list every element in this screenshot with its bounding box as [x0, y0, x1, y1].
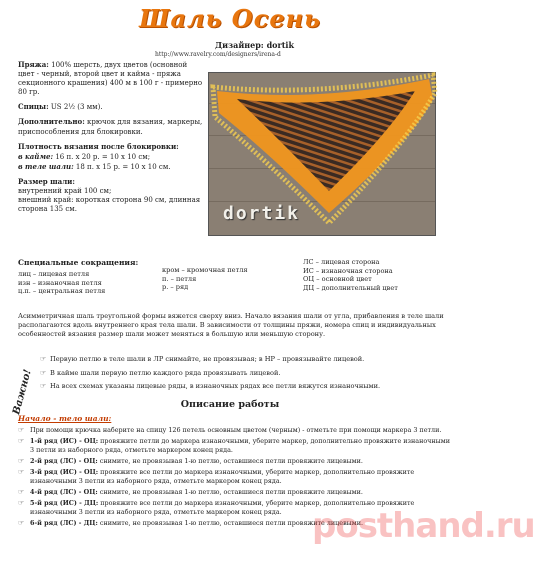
note-item — [40, 382, 450, 391]
photo-watermark: dortik — [223, 202, 301, 224]
important-label: Важно! — [11, 368, 34, 416]
step-row — [18, 426, 450, 434]
step-lead: 2-й ряд (ЛС) - ОЦ: — [30, 456, 98, 465]
important-notes — [40, 355, 450, 396]
gauge-body-text: 18 п. x 15 р. = 10 x 10 см. — [75, 162, 171, 171]
abbreviations-col-1 — [18, 270, 105, 296]
step-row — [18, 437, 450, 454]
abbr-item: п. – петля — [162, 274, 197, 283]
step-row — [18, 488, 450, 496]
step-row — [18, 457, 450, 465]
note-text: Первую петлю в теле шали в ЛР снимайте, не провязывая; в НР – провязывайте лицевой. — [50, 355, 365, 363]
site-watermark: posthand.ru — [312, 506, 535, 546]
needles-spec — [18, 102, 203, 112]
note-item — [40, 369, 450, 378]
step-lead: 5-й ряд (ИС) - ДЦ: — [30, 499, 99, 508]
section-title: Описание работы — [180, 399, 280, 410]
yarn-text: 100% шерсть, двух цветов (основной цвет - черный, второй цвет и кайма - пряжа секционного крашения) 400 м в 100 г - примерно 80 гр. — [18, 61, 203, 97]
shawl-photo — [208, 72, 436, 236]
pointing-hand-icon: ☞ — [18, 499, 25, 508]
pointing-hand-icon: ☞ — [18, 437, 25, 446]
abbr-item: ц.п. – центральная петля — [18, 287, 106, 296]
abbreviations-col-2 — [162, 266, 248, 292]
size-inner: внутренний край 100 см; — [18, 187, 112, 196]
pointing-hand-icon: ☞ — [18, 426, 25, 434]
step-text: провяжите все петли до маркера изнаночными, уберите маркер, дополнительно провяжите изнаночными 3 петли из наборного ряда, отметьте маркером конец ряда. — [30, 499, 415, 516]
extra-text: крючок для вязания, маркеры, приспособления для блокировки. — [18, 118, 203, 136]
abbreviations-col-3 — [303, 258, 398, 292]
intro-paragraph: Асимметричная шаль треугольной формы вяжется сверху вниз. Начало вязания шали от угла, прибавления в теле шали располагаются вдоль внутреннего края тела шали. В зависимости от толщины пряжи, номера спиц и индивидуальных особенностей вязания размер шали может меняться в большую или меньшую сторону. — [18, 312, 444, 338]
designer-name: dortik — [266, 40, 294, 50]
step-lead: 6-й ряд (ЛС) - ДЦ: — [30, 518, 98, 527]
designer-label: Дизайнер: — [215, 40, 264, 50]
note-item — [40, 355, 450, 364]
abbr-item: ОЦ – основной цвет — [303, 275, 372, 284]
pointing-hand-icon: ☞ — [40, 368, 47, 377]
abbr-item: ДЦ – дополнительный цвет — [303, 283, 398, 292]
step-text: снимите, не провязывая 1-ю петлю, оставшиеся петли провяжите лицевыми. — [99, 456, 363, 465]
pointing-hand-icon: ☞ — [18, 456, 25, 465]
size-label: Размер шали: — [18, 176, 75, 186]
step-text: При помощи крючка наберите на спицу 126 петель основным цветом (черным) - отметьте при помощи маркера 3 петли. — [30, 426, 442, 434]
step-lead: 4-й ряд (ЛС) - ОЦ: — [30, 487, 98, 496]
gauge-spec — [18, 142, 203, 172]
step-row — [18, 468, 450, 485]
abbr-item: кром – кромочная петля — [162, 266, 248, 274]
extra-label: Дополнительно: — [18, 117, 85, 127]
pointing-hand-icon: ☞ — [18, 518, 25, 527]
abbr-item: лиц – лицевая петля — [18, 270, 90, 278]
abbr-item: р. – ряд — [162, 283, 189, 292]
pointing-hand-icon: ☞ — [18, 468, 25, 477]
gauge-label: Плотность вязания после блокировки: — [18, 141, 179, 151]
note-text: В кайме шали первую петлю каждого ряда провязывать лицевой. — [50, 368, 281, 377]
step-text: провяжите петли до маркера изнаночными, уберите маркер, дополнительно провяжите изнаночными 3 петли из наборного ряда, отметьте маркером конец ряда. — [30, 437, 450, 454]
gauge-border-text: 16 п. x 20 р. = 10 x 10 см; — [55, 152, 151, 161]
yarn-spec — [18, 60, 203, 97]
size-outer: внешний край: короткая сторона 90 см, длинная сторона 135 см. — [18, 196, 201, 214]
size-spec — [18, 177, 203, 214]
designer-line — [215, 40, 294, 50]
yarn-label: Пряжа: — [18, 60, 49, 69]
note-text: На всех схемах указаны лицевые ряды, в изнаночных рядах все петли вяжутся изнаночными. — [50, 382, 381, 391]
pointing-hand-icon: ☞ — [40, 382, 47, 391]
step-text: снимите, не провязывая 1-ю петлю, оставшиеся петли провяжите лицевыми. — [99, 487, 363, 496]
step-text: снимите, не провязывая 1-ю петлю, оставшиеся петли провяжите лицевыми. — [99, 518, 364, 527]
needles-text: US 2½ (3 мм). — [50, 103, 103, 112]
specs-column — [18, 60, 203, 219]
abbreviations-heading: Специальные сокращения: — [18, 258, 139, 267]
gauge-border-label: в кайме: — [18, 151, 54, 161]
designer-url-link[interactable]: http://www.ravelry.com/designers/irena-d — [155, 51, 281, 58]
title-block — [0, 4, 460, 34]
step-text: провяжите все петли до маркера изнаночными, уберите маркер, дополнительно провяжите изнаночными 3 петли из наборного ряда, отметьте маркером конец ряда. — [30, 468, 415, 485]
abbr-item: ИС – изнаночная сторона — [303, 266, 393, 275]
subsection-title: Начало - тело шали: — [18, 414, 112, 423]
extra-spec — [18, 117, 203, 136]
pointing-hand-icon: ☞ — [40, 355, 47, 363]
page-title: Шаль Осень — [139, 4, 321, 33]
abbr-item: ЛС – лицевая сторона — [303, 258, 380, 266]
step-lead: 1-й ряд (ИС) - ОЦ: — [30, 437, 99, 446]
pointing-hand-icon: ☞ — [18, 487, 25, 496]
gauge-body-label: в теле шали: — [18, 161, 74, 171]
needles-label: Спицы: — [18, 102, 49, 112]
step-lead: 3-й ряд (ИС) - ОЦ: — [30, 468, 99, 477]
abbr-item: изн – изнаночная петля — [18, 278, 102, 287]
